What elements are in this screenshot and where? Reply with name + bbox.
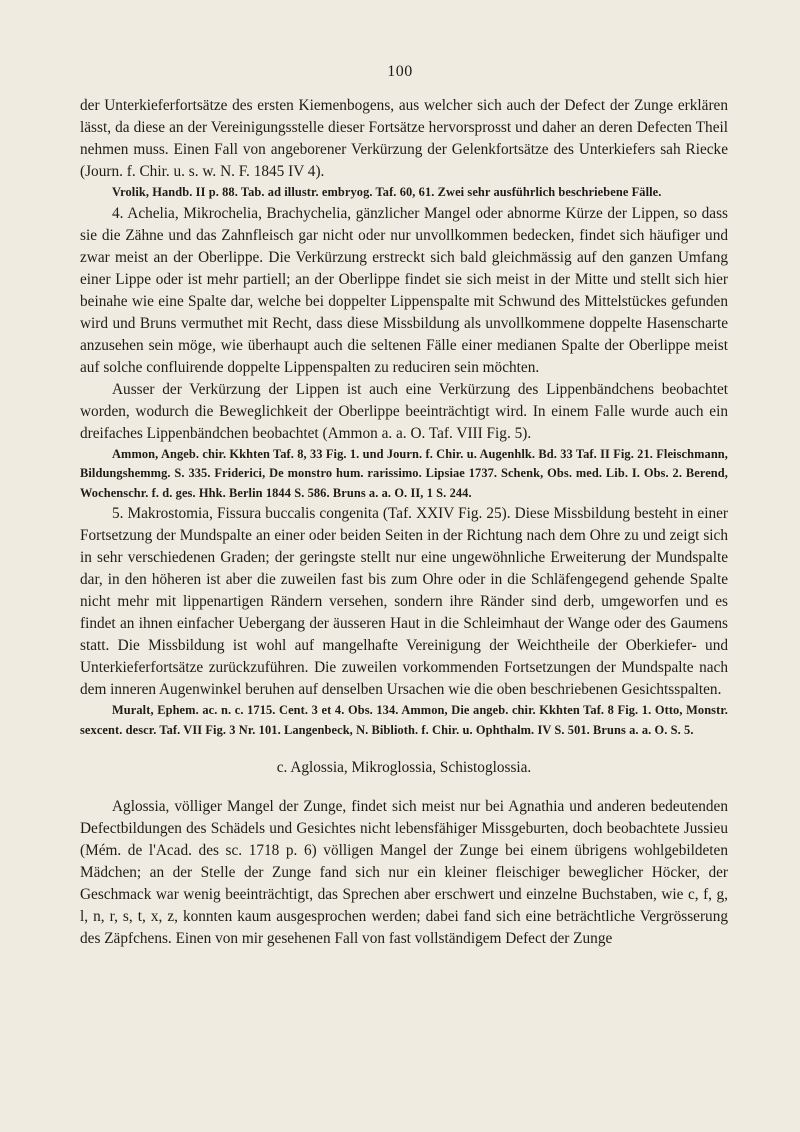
paragraph-achelia: 4. Achelia, Mikrochelia, Brachychelia, gänzlicher Mangel oder abnorme Kürze der Lippen, so dass sie die Zähne und das Zahnfleisch gar nicht oder nur unvollkommen bedecken, findet sich häufiger und zwar meist an der Oberlippe. Die Verkürzung erstreckt sich bald gleichmässig auf den ganzen Umfang einer Lippe oder ist mehr partiell; an der Oberlippe findet sie sich meist in der Mitte und stellt sich hier beinahe wie eine Spalte dar, welche bei doppelter Lippenspalte mit Schwund des Mittelstückes gefunden wird und Bruns vermuthet mit Recht, dass diese Missbildung als unvollkommene doppelte Hasenscharte anzusehen sein möge, wie überhaupt auch die seltenen Fälle einer medianen Spalte der Oberlippe meist auf solche confluirende doppelte Lippenspalten zu reduciren sein möchten. <box>80 204 728 376</box>
section-heading-aglossia: c. Aglossia, Mikroglossia, Schistoglossia. <box>276 759 532 776</box>
reference-note-vrolik: Vrolik, Handb. II p. 88. Tab. ad illustr. embryog. Taf. 60, 61. Zwei sehr ausführlich beschriebene Fälle. <box>112 185 662 199</box>
paragraph-lippenbaendchen: Ausser der Verkürzung der Lippen ist auch eine Verkürzung des Lippenbändchens beobachtet worden, wodurch die Beweglichkeit der Oberlippe beeinträchtigt wird. In einem Falle wurde auch ein dreifaches Lippenbändchen beobachtet (Ammon a. a. O. Taf. VIII Fig. 5). <box>80 380 728 442</box>
paragraph-aglossia: Aglossia, völliger Mangel der Zunge, findet sich meist nur bei Agnathia und anderen bedeutenden Defectbildungen des Schädels und Gesichtes nicht lebensfähiger Missgeburten, doch beobachtete Jussieu (Mém. de l'Acad. des sc. 1718 p. 6) völligen Mangel der Zunge bei einem übrigens wohlgebildeten Mädchen; an der Stelle der Zunge fand sich nur ein kleiner fleischiger beweglicher Höcker, der Geschmack war wenig beeinträchtigt, das Sprechen aber erschwert und einzelne Buchstaben, wie c, f, g, l, n, r, s, t, x, z, konnten kaum ausgesprochen werden; dabei fand sich eine beträchtliche Vergrösserung des Zäpfchens. Einen von mir gesehenen Fall von fast vollständigem Defect der Zunge <box>80 798 728 947</box>
reference-note-ammon: Ammon, Angeb. chir. Kkhten Taf. 8, 33 Fig. 1. und Journ. f. Chir. u. Augenhlk. Bd. 33 Taf. II Fig. 21. Fleischmann, Bildungshemmg. S. 335. Friderici, De monstro hum. rarissimo. Lipsiae 1737. Schenk, Obs. med. Lib. I. Obs. 2. Berend, Wochenschr. f. d. ges. Hhk. Berlin 1844 S. 586. Bruns a. a. O. II, 1 S. 244. <box>80 446 728 500</box>
page-content <box>80 95 728 950</box>
page-number: 100 <box>387 63 413 80</box>
paragraph-unterkiefer: der Unterkieferfortsätze des ersten Kiemenbogens, aus welcher sich auch der Defect der Zunge erklären lässt, da diese an der Vereinigungsstelle dieser Fortsätze hervorsprosst und daher an deren Defecten Theil nehmen muss. Einen Fall von angeborener Verkürzung der Gelenkfortsätze des Unterkiefers sah Riecke (Journ. f. Chir. u. s. w. N. F. 1845 IV 4). <box>80 97 728 180</box>
reference-note-muralt: Muralt, Ephem. ac. n. c. 1715. Cent. 3 et 4. Obs. 134. Ammon, Die angeb. chir. Kkhten Taf. 8 Fig. 1. Otto, Monstr. sexcent. descr. Taf. VII Fig. 3 Nr. 101. Langenbeck, N. Biblioth. f. Chir. u. Ophthalm. IV S. 501. Bruns a. a. O. S. 5. <box>80 703 728 737</box>
paragraph-makrostomia: 5. Makrostomia, Fissura buccalis congenita (Taf. XXIV Fig. 25). Diese Missbildung besteht in einer Fortsetzung der Mundspalte an einer oder beiden Seiten in der Richtung nach dem Ohre zu und zeigt sich in sehr verschiedenen Graden; der geringste stellt nur eine ungewöhnliche Erweiterung der Mundspalte dar, in den höheren ist aber die zuweilen fast bis zum Ohre oder in die Schläfengegend gehende Spalte nicht mehr mit lippenartigen Rändern versehen, sondern ihre Ränder sind derb, umgeworfen und es findet an ihnen einfacher Uebergang der äusseren Haut in die Schleimhaut der Wange oder des Gaumens statt. Die Missbildung ist wohl auf mangelhafte Vereinigung der Weichtheile der Oberkiefer- und Unterkieferfortsätze zurückzuführen. Die zuweilen vorkommenden Fortsetzungen der Mundspalte nach dem inneren Augenwinkel beruhen auf denselben Ursachen wie die oben beschriebenen Gesichtsspalten. <box>80 505 728 698</box>
